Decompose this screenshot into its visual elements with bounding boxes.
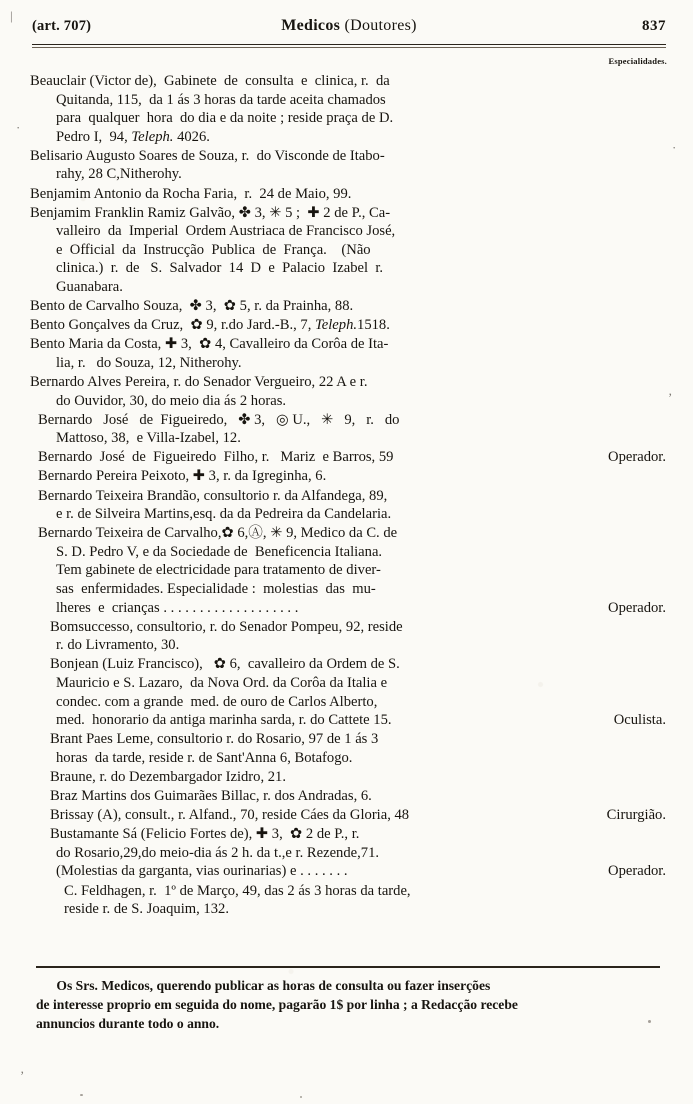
entry-braune xyxy=(30,768,666,787)
entry-line: Braz Martins dos Guimarães Billac, r. dos Andradas, 6. xyxy=(50,788,372,805)
entry-line: condec. com a grande med. de ouro de Carlos Alberto, xyxy=(56,693,378,710)
entry-line: Beauclair (Victor de), Gabinete de consulta e clinica, r. da xyxy=(30,73,390,89)
scan-artifact-mark: ʼ xyxy=(20,1068,25,1083)
entry-bernardo-teixeira-brandao xyxy=(30,487,666,524)
entry-bernardo-alves-pereira xyxy=(30,373,666,410)
entry-line: clinica.) r. de S. Salvador 14 D e Palacio Izabel r. xyxy=(56,260,384,277)
header-article-ref: (art. 707) xyxy=(32,18,92,34)
footer-rule xyxy=(36,966,660,968)
scan-speck xyxy=(648,1020,651,1023)
entry-line: Brant Paes Leme, consultorio r. do Rosario, 97 de 1 ás 3 xyxy=(50,731,379,748)
entry-braz-martins-dos-guimaraes-billac xyxy=(30,787,666,806)
entry-brant-paes-leme xyxy=(30,730,666,767)
entry-line xyxy=(30,711,666,730)
entry-line xyxy=(30,599,666,618)
footer-line: Os Srs. Medicos, querendo publicar as horas de consulta ou fazer inserções xyxy=(36,978,491,993)
scan-speck xyxy=(300,1096,302,1098)
entry-line: reside r. de S. Joaquim, 132. xyxy=(64,901,229,918)
entry-line: Benjamim Franklin Ramiz Galvão, ✤ 3, ✳ 5 ; ✚ 2 de P., Ca- xyxy=(30,204,391,221)
entry-bomsuccesso xyxy=(30,618,666,655)
entry-specialty: Operador. xyxy=(608,863,666,880)
scan-artifact-mark: · xyxy=(16,120,21,135)
entry-line: Mattoso, 38, e Villa-Izabel, 12. xyxy=(56,430,241,447)
entry-line: Quitanda, 115, da 1 ás 3 horas da tarde aceita chamados xyxy=(56,91,386,108)
entry-line: do Ouvidor, 30, do meio dia ás 2 horas. xyxy=(56,392,287,409)
footer-notice xyxy=(36,976,660,1033)
page-header xyxy=(32,18,666,42)
entry-line: S. D. Pedro V, e da Sociedade de Beneficencia Italiana. xyxy=(56,543,383,560)
entry-belisario-augusto-soares-de-souza xyxy=(30,147,666,184)
entry-line: Guanabara. xyxy=(56,279,123,296)
entry-line: Bernardo Teixeira Brandão, consultorio r. da Alfandega, 89, xyxy=(38,487,388,504)
entry-c-feldhagen xyxy=(30,882,666,919)
entry-bonjean-luiz-francisco xyxy=(30,655,666,729)
entry-line-tail: 1518. xyxy=(357,317,390,334)
entry-bernardo-jose-de-figueiredo xyxy=(30,411,666,448)
entry-line: Benjamim Antonio da Rocha Faria, r. 24 de Maio, 99. xyxy=(30,185,352,202)
entry-line: Tem gabinete de electricidade para tratamento de diver- xyxy=(56,562,381,579)
entry-line xyxy=(30,128,666,147)
header-section-title xyxy=(32,17,666,35)
entry-line: Bento Maria da Costa, ✚ 3, ✿ 4, Cavalleiro da Corôa de Ita- xyxy=(30,336,389,353)
entry-line: e Official da Instrucção Publica de França. (Não xyxy=(56,241,371,258)
entry-line-text: (Molestias da garganta, vias ourinarias) e . . . . . . . xyxy=(56,863,348,880)
entry-line: para qualquer hora do dia e da noite ; reside praça de D. xyxy=(56,110,394,127)
scan-artifact-mark: | xyxy=(10,8,13,23)
entry-line-text: Brissay (A), consult., r. Alfand., 70, reside Cáes da Gloria, 48 xyxy=(50,807,410,824)
header-title-bold: Medicos xyxy=(281,17,341,34)
header-title-rest: (Doutores) xyxy=(340,17,417,34)
entry-line: Mauricio e S. Lazaro, da Nova Ord. da Corôa da Italia e xyxy=(56,675,388,691)
entry-benjamim-antonio-da-rocha-faria xyxy=(30,185,666,204)
entry-line: Belisario Augusto Soares de Souza, r. do Visconde de Itabo- xyxy=(30,147,385,164)
entry-specialty: Operador. xyxy=(608,599,666,616)
entry-line: rahy, 28 C,Nitherohy. xyxy=(56,166,182,183)
entry-line xyxy=(30,806,666,825)
entry-line: lia, r. do Souza, 12, Nitherohy. xyxy=(56,354,242,371)
directory-entries xyxy=(30,72,666,919)
entry-line-head: Pedro I, 94, xyxy=(56,128,132,145)
entry-line: r. do Livramento, 30. xyxy=(56,637,180,654)
entry-line-italic: Teleph. xyxy=(131,128,174,145)
entry-line: do Rosario,29,do meio-dia ás 2 h. da t.,e r. Rezende,71. xyxy=(56,844,380,861)
entry-line xyxy=(30,448,666,467)
entry-specialty: Operador. xyxy=(608,449,666,466)
entry-line-text: med. honorario da antiga marinha sarda, r. do Cattete 15. xyxy=(56,712,392,729)
entry-bernardo-teixeira-de-carvalho xyxy=(30,524,666,617)
entry-line: Bernardo José de Figueiredo, ✤ 3, ◎ U., ✳ 9, r. do xyxy=(38,411,400,428)
entry-line: C. Feldhagen, r. 1º de Março, 49, das 2 ás 3 horas da tarde, xyxy=(64,882,411,899)
entry-line: Bernardo Pereira Peixoto, ✚ 3, r. da Igreginha, 6. xyxy=(38,468,327,485)
entry-line: Bernardo Teixeira de Carvalho,✿ 6,Ⓐ, ✳ 9, Medico da C. de xyxy=(38,525,398,542)
entry-brissay-a xyxy=(30,806,666,825)
column-label-especialidades: Especialidades. xyxy=(608,56,667,66)
entry-benjamim-franklin-ramiz-galvao xyxy=(30,204,666,297)
header-rule xyxy=(32,44,666,45)
entry-line: e r. de Silveira Martins,esq. da da Pedreira da Candelaria. xyxy=(56,506,392,523)
page-number: 837 xyxy=(642,18,666,34)
entry-line-head: Bento Gonçalves da Cruz, ✿ 9, r.do Jard.-B., 7, xyxy=(30,317,315,334)
entry-line xyxy=(30,862,666,881)
scan-speck xyxy=(80,1094,83,1096)
entry-line-text: lheres e crianças . . . . . . . . . . . . . . . . . . . xyxy=(56,599,299,616)
entry-line: Braune, r. do Dezembargador Izidro, 21. xyxy=(50,768,286,785)
entry-line xyxy=(30,316,666,335)
entry-line: Bonjean (Luiz Francisco), ✿ 6, cavalleiro da Ordem de S. xyxy=(50,656,400,673)
entry-beauclair-victor-de xyxy=(30,72,666,146)
entry-bento-goncalves-da-cruz xyxy=(30,316,666,335)
entry-line: Bento de Carvalho Souza, ✤ 3, ✿ 5, r. da Prainha, 88. xyxy=(30,298,354,315)
entry-bento-maria-da-costa xyxy=(30,335,666,372)
footer-line: annuncios durante todo o anno. xyxy=(36,1016,220,1031)
entry-line-tail: 4026. xyxy=(173,128,210,145)
entry-bento-de-carvalho-souza xyxy=(30,297,666,316)
entry-line: sas enfermidades. Especialidade : molestias das mu- xyxy=(56,581,376,598)
scan-artifact-mark: · xyxy=(672,140,677,155)
entry-line-text: Bernardo José de Figueiredo Filho, r. Mariz e Barros, 59 xyxy=(38,449,394,466)
entry-line: valleiro da Imperial Ordem Austriaca de Francisco José, xyxy=(56,223,396,240)
entry-specialty: Oculista. xyxy=(613,712,666,729)
entry-bernardo-pereira-peixoto xyxy=(30,467,666,486)
entry-specialty: Cirurgião. xyxy=(606,807,666,824)
entry-bustamante-sa-felicio-fortes-de xyxy=(30,825,666,881)
scan-artifact-mark: ʼ xyxy=(668,390,673,405)
entry-line: Bomsuccesso, consultorio, r. do Senador Pompeu, 92, reside xyxy=(50,618,403,635)
entry-line: horas da tarde, reside r. de Sant'Anna 6, Botafogo. xyxy=(56,749,353,766)
entry-line-italic: Teleph. xyxy=(315,317,358,334)
entry-line: Bustamante Sá (Felicio Fortes de), ✚ 3, ✿ 2 de P., r. xyxy=(50,826,360,843)
entry-line: Bernardo Alves Pereira, r. do Senador Vergueiro, 22 A e r. xyxy=(30,374,368,390)
entry-bernardo-jose-de-figueiredo-filho xyxy=(30,448,666,467)
footer-line: de interesse proprio em seguida do nome, pagarão 1$ por linha ; a Redacção recebe xyxy=(36,997,518,1012)
